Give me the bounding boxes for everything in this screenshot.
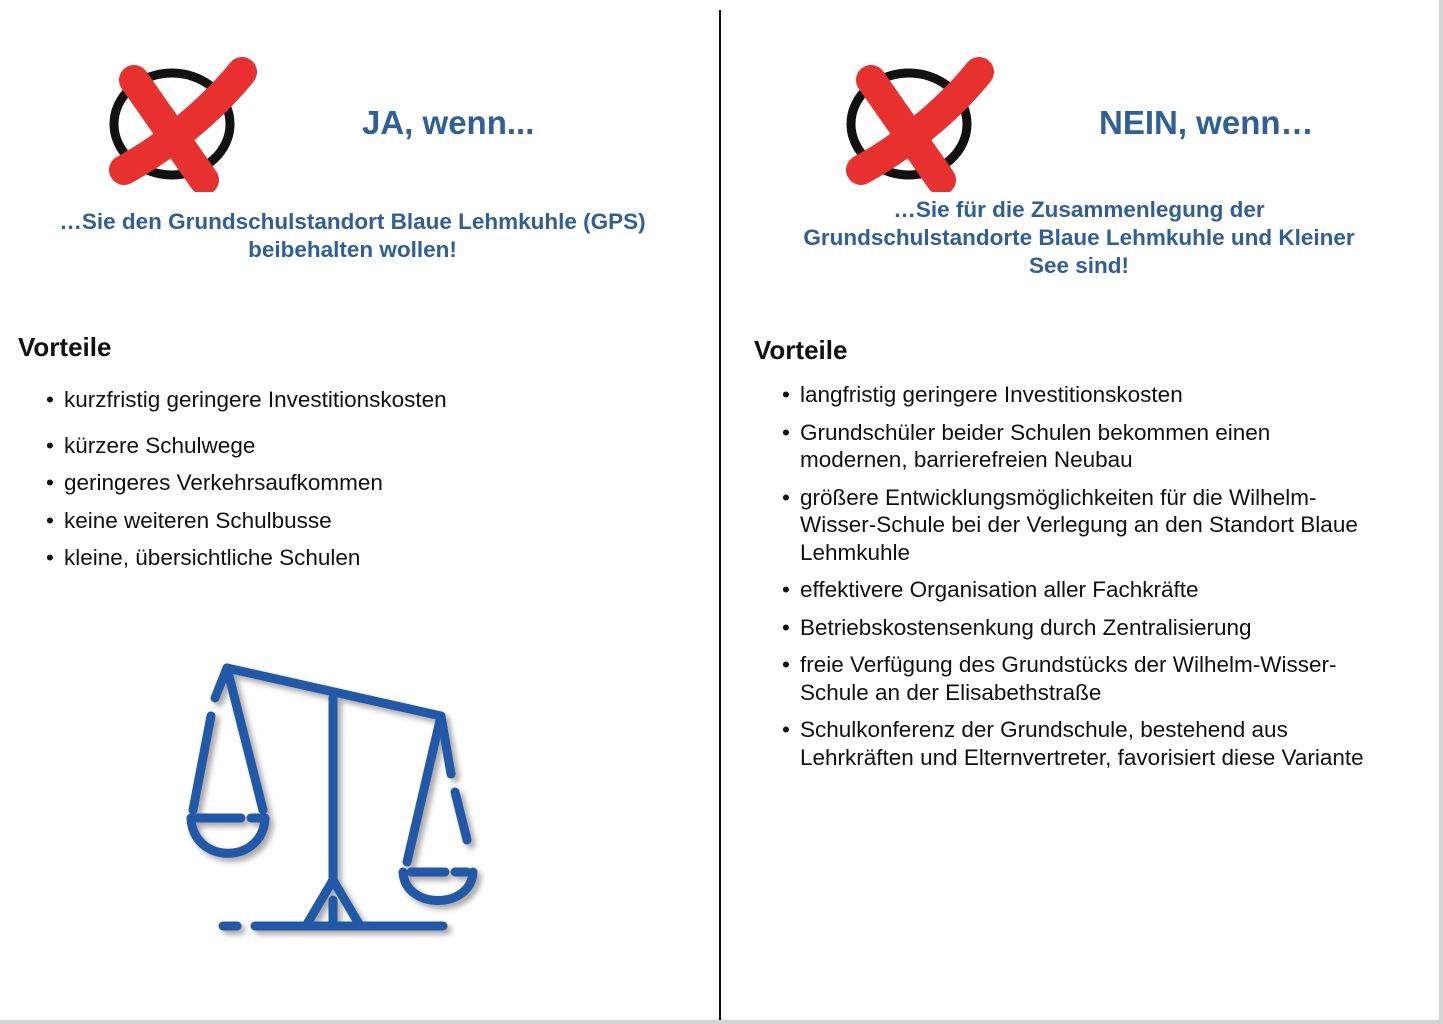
nein-subtitle-line: …Sie für die Zusammenlegung der (893, 197, 1265, 222)
list-item-line: Lehmkuhle (800, 539, 911, 565)
list-item (782, 484, 1432, 567)
ja-vorteile-list (46, 386, 686, 572)
ballot-cross-icon (841, 52, 1001, 192)
list-item-line: • Schulkonferenz der Grundschule, bestehend aus (800, 717, 1288, 742)
nein-subtitle-line: See sind! (1028, 253, 1130, 278)
list-item-line: • langfristig geringere Investitionskosten (800, 382, 1183, 407)
list-item (782, 651, 1432, 706)
nein-vorteile-title: Vorteile (754, 335, 848, 365)
list-item-line: • Grundschüler beider Schulen bekommen einen (800, 419, 1271, 445)
list-item: • kürzere Schulwege (46, 432, 686, 460)
list-item-line: • größere Entwicklungsmöglichkeiten für die Wilhelm- (800, 484, 1317, 510)
list-item-line: • effektivere Organisation aller Fachkräfte (800, 577, 1199, 602)
list-item (782, 576, 1432, 604)
list-item: • kurzfristig geringere Investitionskosten (46, 386, 686, 414)
page-edge-bottom (0, 1020, 1443, 1024)
list-item (782, 716, 1432, 771)
list-item-line: modernen, barrierefreien Neubau (800, 447, 1133, 472)
list-item-line: Wisser-Schule bei der Verlegung an den Standort Blaue (800, 512, 1358, 537)
list-item-line: • Betriebskostensenkung durch Zentralisierung (800, 614, 1252, 640)
ja-subtitle-line: …Sie den Grundschulstandort Blaue Lehmkuhle (GPS) (59, 209, 646, 234)
ballot-cross-icon (104, 52, 264, 192)
list-item-line: • freie Verfügung des Grundstücks der Wilhelm-Wisser- (800, 652, 1337, 677)
list-item (782, 614, 1432, 642)
nein-vorteile-list (782, 381, 1432, 771)
list-item (782, 381, 1432, 409)
ja-heading: JA, wenn... (362, 104, 535, 141)
nein-panel (721, 0, 1439, 1020)
page-edge-right (1439, 0, 1443, 1024)
list-item: • keine weiteren Schulbusse (46, 507, 686, 535)
list-item-line: Schule an der Elisabethstraße (800, 679, 1102, 705)
ja-vorteile-title: Vorteile (18, 332, 112, 362)
nein-subtitle (741, 196, 1417, 280)
nein-subtitle-line: Grundschulstandorte Blaue Lehmkuhle und Kleiner (803, 225, 1355, 250)
list-item-line: Lehrkräften und Elternvertreter, favorisiert diese Variante (800, 744, 1364, 770)
list-item: • kleine, übersichtliche Schulen (46, 544, 686, 572)
ja-subtitle (20, 208, 685, 264)
list-item: • geringeres Verkehrsaufkommen (46, 469, 686, 497)
balance-scale-icon (175, 650, 495, 940)
list-item (782, 419, 1432, 474)
ja-subtitle-line: beibehalten wollen! (248, 237, 457, 262)
nein-heading: NEIN, wenn… (1099, 104, 1314, 141)
ja-panel (0, 0, 719, 1020)
